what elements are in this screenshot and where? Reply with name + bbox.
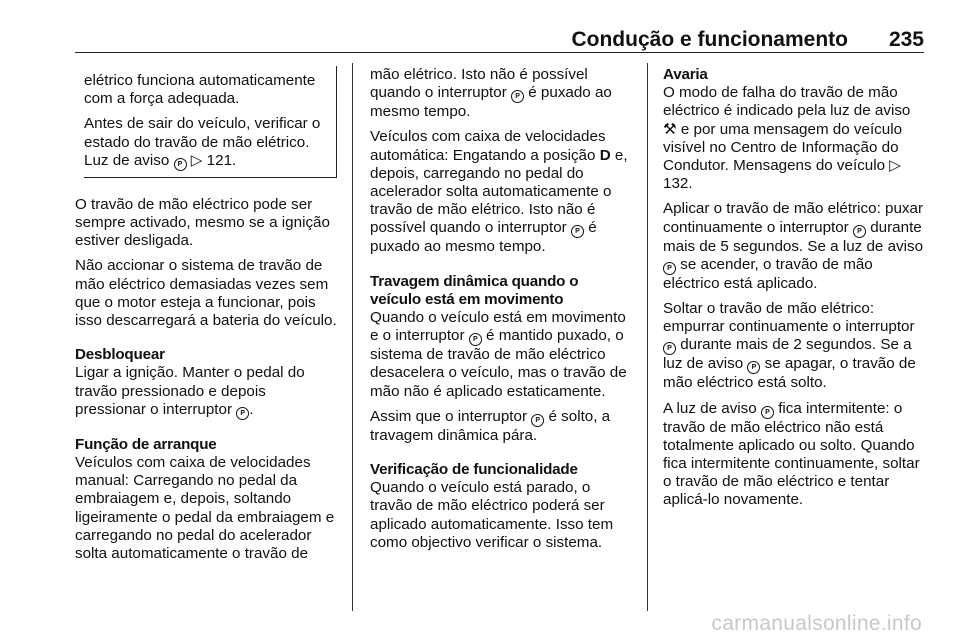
brake-switch-icon: P (511, 90, 524, 103)
paragraph: A luz de aviso P fica intermitente: o travão de mão eléctrico não está totalmente aplicado ou solto. Quando fica intermitente continuamente, soltar o travão de mão eléctrico e tentar aplicá-lo novamente. (663, 399, 920, 509)
paragraph: Quando o veículo está parado, o travão de mão eléctrico poderá ser aplicado automaticamente. Isso tem como objectivo verificar o sistema. (370, 479, 614, 551)
header-divider (75, 52, 924, 53)
section-heading-unlock: Desbloquear (75, 346, 165, 364)
paragraph: Quando o veículo está em movimento e o interruptor P é mantido puxado, o sistema de travão de mão eléctrico desacelera o veículo, mas o travão de mão não é aplicado estaticamente. (370, 309, 627, 400)
gear-position: D (599, 146, 611, 164)
brake-switch-icon: P (853, 225, 866, 238)
brake-switch-icon: P (571, 225, 584, 238)
brake-switch-icon: P (663, 342, 676, 355)
wrench-warning-icon: ⚒ (663, 120, 677, 138)
brake-warning-icon: P (761, 406, 774, 419)
paragraph: Ligar a ignição. Manter o pedal do travão pressionado e depois pressionar o interruptor P . (75, 364, 305, 418)
section-heading-function-check: Verificação de funcionalidade (370, 461, 578, 479)
column-3 (663, 66, 925, 517)
column-1 (75, 66, 337, 570)
watermark: carmanualsonline.info (711, 612, 922, 635)
paragraph: Assim que o interruptor P é solto, a travagem dinâmica pára. (370, 407, 611, 444)
column-2 (370, 66, 632, 559)
paragraph: Aplicar o travão de mão elétrico: puxar continuamente o interruptor P durante mais de 5 segundos. Se a luz de aviso P se acender, o travão de mão eléctrico está aplicado. (663, 200, 924, 292)
paragraph: mão elétrico. Isto não é possível quando o interruptor P é puxado ao mesmo tempo. (370, 66, 612, 121)
notice-paragraph: elétrico funciona automaticamente com a força adequada. (84, 72, 316, 108)
brake-switch-icon: P (236, 407, 249, 420)
page-ref-icon: ▷ (889, 157, 901, 175)
brake-warning-icon: P (174, 158, 187, 171)
section-heading-start: Função de arranque (75, 435, 217, 453)
brake-warning-icon: P (663, 262, 676, 275)
notice-box (84, 66, 337, 178)
section-heading-dynamic-braking: Travagem dinâmica quando o veículo está em movimento (370, 272, 579, 308)
brake-warning-icon: P (747, 361, 760, 374)
chapter-title: Condução e funcionamento (571, 28, 848, 51)
paragraph: O travão de mão eléctrico pode ser sempre activado, mesmo se a ignição estiver desligada. (75, 195, 330, 250)
column-divider-1 (352, 63, 353, 611)
column-divider-2 (647, 63, 648, 611)
brake-switch-icon: P (531, 414, 544, 427)
brake-switch-icon: P (469, 333, 482, 346)
paragraph: O modo de falha do travão de mão eléctrico é indicado pela luz de aviso ⚒ e por uma mensagem do veículo visível no Centro de Informação do Condutor. Mensagens do veículo ▷ 132. (663, 84, 911, 193)
page-ref-icon: ▷ (190, 151, 203, 169)
paragraph: Veículos com caixa de velocidades automática: Engatando a posição D e, depois, carregando no pedal do acelerador solta automaticamente o travão de mão elétrico. Isto não é possível quando o interruptor P é puxado ao mesmo tempo. (370, 128, 628, 256)
paragraph: Veículos com caixa de velocidades manual: Carregando no pedal da embraiagem e, depois, soltando ligeiramente o pedal da embraiagem e carregando no pedal do acelerador solta automaticamente o travão de (75, 454, 335, 563)
paragraph: Soltar o travão de mão elétrico: empurrar continuamente o interruptor P durante mais de 2 segundos. Se a luz de aviso P se apagar, o travão de mão eléctrico está solto. (663, 300, 916, 392)
notice-paragraph: Antes de sair do veículo, verificar o estado do travão de mão elétrico. Luz de aviso P ▷ 121. (84, 115, 321, 169)
paragraph: Não accionar o sistema de travão de mão eléctrico demasiadas vezes sem que o motor esteja a funcionar, pois isso descarregará a bateria do veículo. (75, 257, 337, 330)
page-number: 235 (888, 28, 924, 51)
section-heading-fault: Avaria (663, 66, 708, 83)
